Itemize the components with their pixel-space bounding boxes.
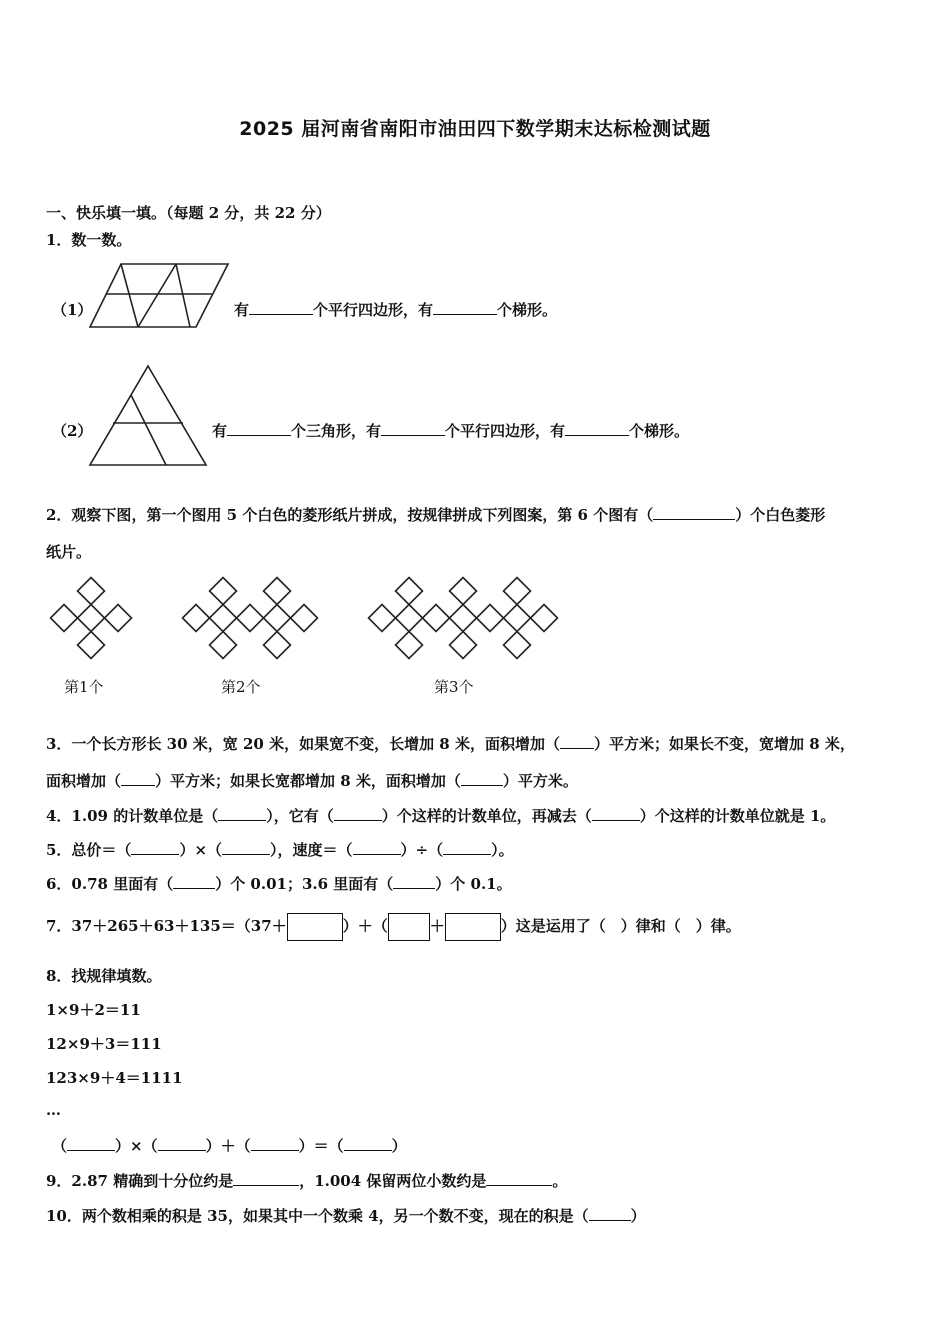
q8-blank-3[interactable] bbox=[251, 1136, 299, 1151]
q4-text-a: 4．1.09 的计数单位是（ bbox=[46, 807, 219, 825]
rhombus-tile bbox=[504, 578, 531, 605]
q7-box-2[interactable] bbox=[388, 913, 430, 941]
q8-answer-row bbox=[52, 1135, 407, 1156]
rhombus-tile bbox=[51, 605, 78, 632]
q7-box-1[interactable] bbox=[287, 913, 343, 941]
rhombus-tile bbox=[369, 605, 396, 632]
q10-blank[interactable] bbox=[589, 1206, 631, 1221]
q5-text-a: 5．总价＝（ bbox=[46, 841, 132, 859]
pattern-figure-1 bbox=[51, 578, 132, 659]
q3-text-b: ）平方米；如果长不变，宽增加 8 米， bbox=[593, 735, 855, 753]
rhombus-tile bbox=[105, 605, 132, 632]
q5-text-d: ）÷（ bbox=[400, 841, 444, 859]
q3-blank-2[interactable] bbox=[121, 771, 155, 786]
q3-text-a: 3．一个长方形长 30 米，宽 20 米，如果宽不变，长增加 8 米，面积增加（ bbox=[46, 735, 560, 753]
rhombus-tile bbox=[78, 605, 105, 632]
q5-blank-1[interactable] bbox=[131, 840, 179, 855]
q8-last-a: （ bbox=[52, 1137, 68, 1155]
rhombus-tile bbox=[396, 632, 423, 659]
q3-blank-1[interactable] bbox=[560, 734, 594, 749]
question-5 bbox=[46, 839, 514, 860]
q4-blank-1[interactable] bbox=[218, 806, 266, 821]
q9-blank-1[interactable] bbox=[233, 1171, 299, 1186]
rhombus-tile bbox=[264, 605, 291, 632]
q6-text-c: ）个 0.1。 bbox=[435, 875, 512, 893]
question-7 bbox=[46, 913, 741, 941]
q1-sub1-text-1: 有 bbox=[234, 301, 250, 319]
figure-label-1: 第1个 bbox=[64, 678, 104, 696]
rhombus-tile bbox=[264, 632, 291, 659]
q10-text-a: 10．两个数相乘的积是 35，如果其中一个数乘 4，另一个数不变，现在的积是（ bbox=[46, 1207, 589, 1225]
rhombus-tile bbox=[183, 605, 210, 632]
q1-sub2-text-1: 有 bbox=[212, 422, 228, 440]
q8-last-c: ）＋（ bbox=[205, 1137, 251, 1155]
q4-blank-3[interactable] bbox=[592, 806, 640, 821]
question-9 bbox=[46, 1170, 567, 1191]
q3-text-e: ）平方米。 bbox=[502, 772, 578, 790]
q6-text-b: ）个 0.01；3.6 里面有（ bbox=[215, 875, 394, 893]
q1-sub2-blank-2[interactable] bbox=[381, 421, 445, 436]
rhombus-tile bbox=[396, 578, 423, 605]
rhombus-tile bbox=[423, 605, 450, 632]
q5-text-b: ）×（ bbox=[179, 841, 223, 859]
pattern-figure-2 bbox=[183, 578, 318, 659]
q1-sub2-text-4: 个梯形。 bbox=[629, 422, 690, 440]
pattern-figure-3 bbox=[369, 578, 558, 659]
q5-blank-3[interactable] bbox=[353, 840, 401, 855]
question-8-stem: 8．找规律填数。 bbox=[46, 967, 162, 985]
q7-text-a: 7．37＋265＋63＋135＝（37＋ bbox=[46, 917, 287, 935]
rhombus-tile bbox=[264, 578, 291, 605]
q8-row-4: … bbox=[46, 1101, 61, 1119]
q7-box-3[interactable] bbox=[445, 913, 501, 941]
question-2-line-1 bbox=[46, 504, 825, 525]
q1-sub1-text-2: 个平行四边形，有 bbox=[313, 301, 434, 319]
q9-text-c: 。 bbox=[552, 1172, 568, 1190]
question-10 bbox=[46, 1205, 646, 1226]
rhombus-tile bbox=[504, 632, 531, 659]
q3-text-c: 面积增加（ bbox=[46, 772, 122, 790]
q8-row-3: 123×9＋4＝1111 bbox=[46, 1069, 183, 1087]
parallelogram-figure bbox=[88, 262, 230, 330]
rhombus-tile bbox=[450, 605, 477, 632]
rhombus-tile bbox=[504, 605, 531, 632]
q10-text-b: ） bbox=[630, 1207, 646, 1225]
figure-label-3: 第3个 bbox=[434, 678, 474, 696]
q9-blank-2[interactable] bbox=[486, 1171, 552, 1186]
rhombus-tile bbox=[531, 605, 558, 632]
q4-blank-2[interactable] bbox=[334, 806, 382, 821]
q8-last-e: ） bbox=[391, 1137, 407, 1155]
question-6 bbox=[46, 873, 512, 894]
page-title: 2025 届河南省南阳市油田四下数学期末达标检测试题 bbox=[239, 118, 711, 140]
question-2-line-2: 纸片。 bbox=[46, 543, 92, 561]
q2-text-1: 2．观察下图，第一个图用 5 个白色的菱形纸片拼成，按规律拼成下列图案，第 6 个图有（ bbox=[46, 506, 654, 524]
q8-row-1: 1×9＋2＝11 bbox=[46, 1001, 141, 1019]
q2-blank[interactable] bbox=[653, 505, 735, 520]
rhombus-tile bbox=[450, 578, 477, 605]
q3-blank-3[interactable] bbox=[461, 771, 503, 786]
q8-last-d: ）＝（ bbox=[298, 1137, 344, 1155]
q1-sub2-blank-3[interactable] bbox=[565, 421, 629, 436]
q1-sub1-text-3: 个梯形。 bbox=[497, 301, 558, 319]
q8-last-b: ）×（ bbox=[115, 1137, 158, 1155]
rhombus-tile bbox=[78, 632, 105, 659]
rhombus-tile bbox=[477, 605, 504, 632]
question-4 bbox=[46, 805, 835, 826]
q7-text-b: ）＋（ bbox=[342, 917, 388, 935]
q9-text-a: 9．2.87 精确到十分位约是 bbox=[46, 1172, 234, 1190]
q1-sub1-text bbox=[234, 299, 557, 320]
rhombus-tile bbox=[291, 605, 318, 632]
q4-text-d: ）个这样的计数单位就是 1。 bbox=[639, 807, 836, 825]
q2-text-2: ）个白色菱形 bbox=[735, 506, 826, 524]
question-1-stem: 1．数一数。 bbox=[46, 231, 132, 249]
q7-text-d: ）这是运用了（ ）律和（ ）律。 bbox=[500, 917, 741, 935]
q4-text-b: ），它有（ bbox=[266, 807, 334, 825]
question-3-line-2 bbox=[46, 770, 578, 791]
q5-text-e: ）。 bbox=[491, 841, 514, 859]
triangle-figure bbox=[88, 364, 208, 468]
q1-sub1-label: （1） bbox=[52, 301, 93, 319]
q8-blank-4[interactable] bbox=[344, 1136, 392, 1151]
q1-sub1-blank-1[interactable] bbox=[249, 300, 313, 315]
section-heading: 一、快乐填一填。（每题 2 分，共 22 分） bbox=[46, 204, 331, 222]
q5-blank-2[interactable] bbox=[222, 840, 270, 855]
rhombus-tile bbox=[78, 578, 105, 605]
rhombus-pattern bbox=[46, 575, 566, 665]
q3-text-d: ）平方米；如果长宽都增加 8 米，面积增加（ bbox=[155, 772, 461, 790]
q1-sub2-text-3: 个平行四边形，有 bbox=[445, 422, 566, 440]
q7-text-c: ＋ bbox=[429, 917, 445, 935]
q4-text-c: ）个这样的计数单位，再减去（ bbox=[381, 807, 592, 825]
q5-blank-4[interactable] bbox=[443, 840, 491, 855]
q5-text-c: ），速度＝（ bbox=[270, 841, 353, 859]
q8-blank-2[interactable] bbox=[158, 1136, 206, 1151]
rhombus-tile bbox=[450, 632, 477, 659]
q9-text-b: ，1.004 保留两位小数约是 bbox=[299, 1172, 487, 1190]
rhombus-tile bbox=[396, 605, 423, 632]
q1-sub2-label: （2） bbox=[52, 422, 93, 440]
q8-row-2: 12×9＋3＝111 bbox=[46, 1035, 162, 1053]
q8-blank-1[interactable] bbox=[67, 1136, 115, 1151]
q6-text-a: 6．0.78 里面有（ bbox=[46, 875, 174, 893]
q6-blank-2[interactable] bbox=[393, 874, 435, 889]
q1-sub2-blank-1[interactable] bbox=[227, 421, 291, 436]
rhombus-tile bbox=[210, 578, 237, 605]
q1-sub2-text bbox=[212, 420, 689, 441]
q1-sub1-blank-2[interactable] bbox=[433, 300, 497, 315]
rhombus-tile bbox=[237, 605, 264, 632]
q1-sub2-text-2: 个三角形，有 bbox=[291, 422, 382, 440]
rhombus-tile bbox=[210, 605, 237, 632]
q6-blank-1[interactable] bbox=[173, 874, 215, 889]
figure-label-2: 第2个 bbox=[221, 678, 261, 696]
rhombus-tile bbox=[210, 632, 237, 659]
question-3-line-1 bbox=[46, 733, 855, 754]
